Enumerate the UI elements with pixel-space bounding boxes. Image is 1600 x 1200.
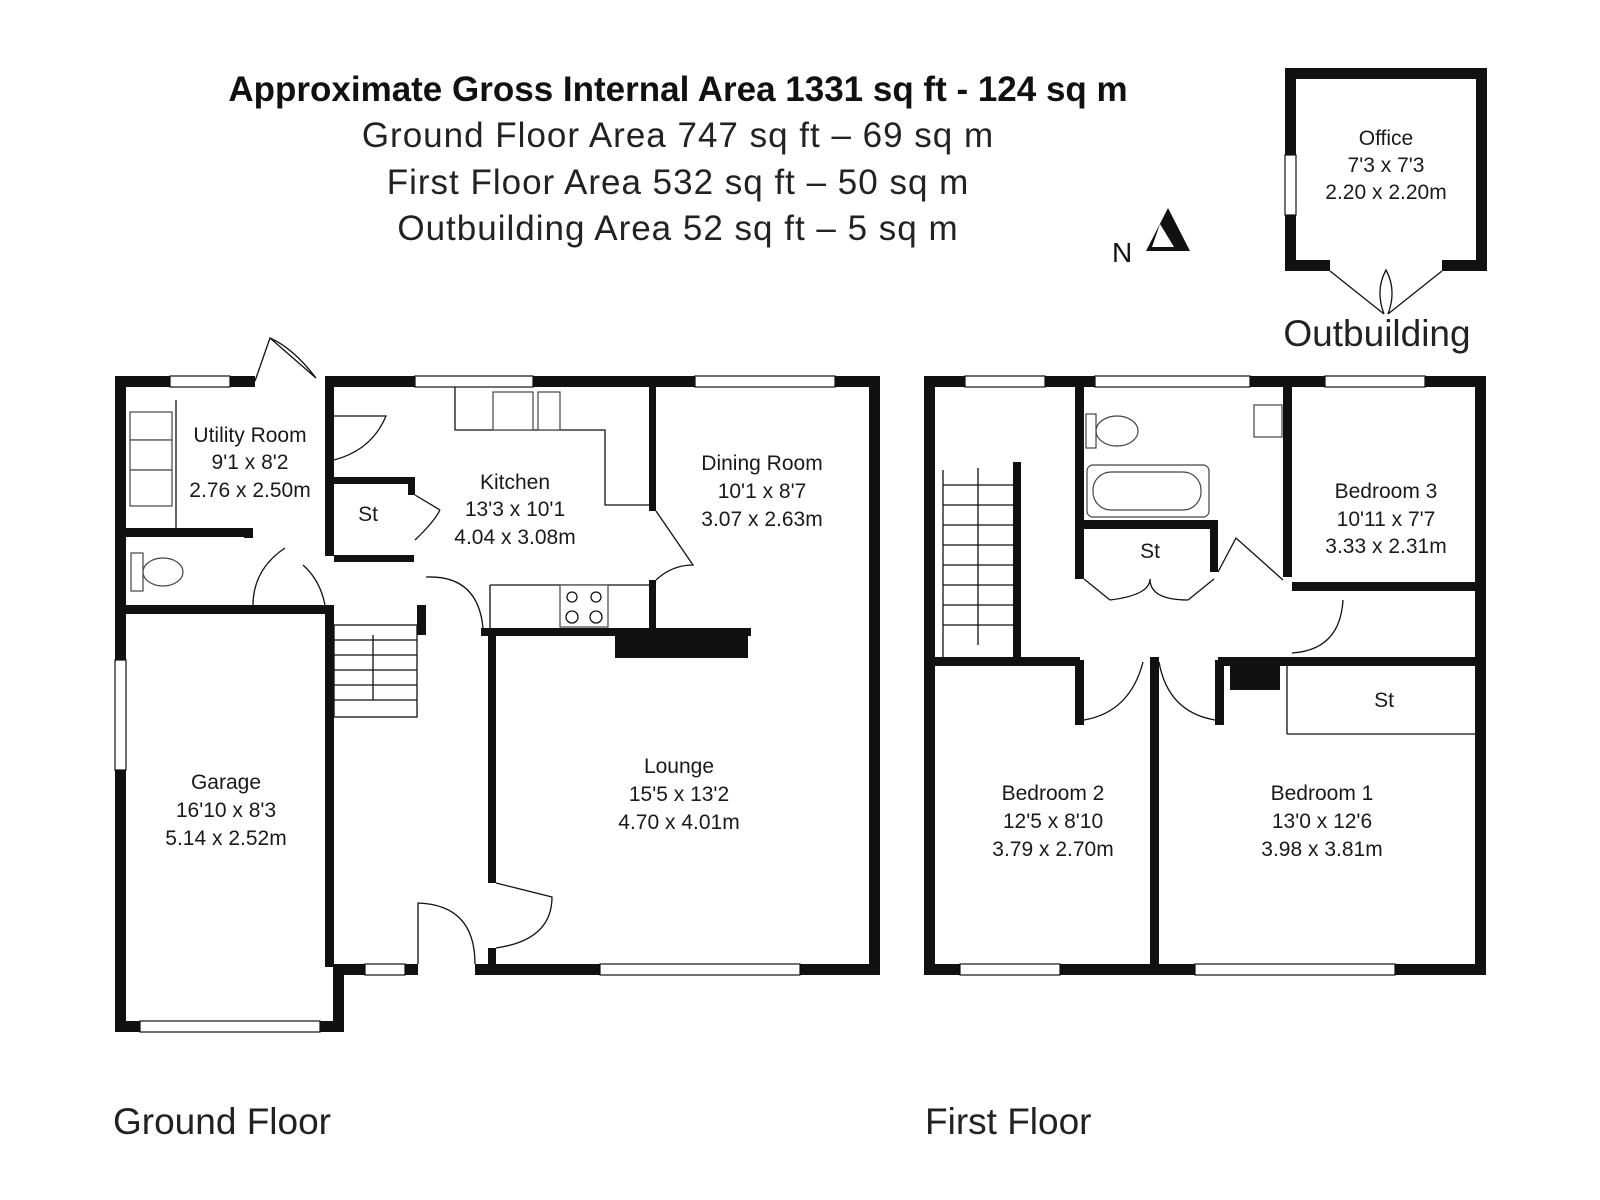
sink-icon xyxy=(538,392,560,430)
ground-store-label: St xyxy=(358,503,378,526)
bedroom1-store-label: St xyxy=(1374,689,1394,712)
wall-garage-north xyxy=(126,605,325,614)
wall-bed1-bed2 xyxy=(1150,657,1159,967)
lounge-door xyxy=(496,883,552,948)
toilet-cistern xyxy=(1086,414,1096,448)
basin-icon xyxy=(1254,405,1282,437)
wall-garage-hall xyxy=(325,605,334,967)
wall-bed3-south xyxy=(1292,582,1477,591)
first-floor-title: First Floor xyxy=(925,1101,1092,1142)
utility-name: Utility Room xyxy=(193,424,307,447)
office-metric: 2.20 x 2.20m xyxy=(1325,181,1447,204)
kitchen-imperial: 13'3 x 10'1 xyxy=(464,498,566,521)
window xyxy=(1095,376,1250,387)
garage-metric: 5.14 x 2.52m xyxy=(165,827,287,850)
wall xyxy=(1442,260,1487,271)
ground-floor-plan xyxy=(113,338,880,1142)
outbuilding-plan xyxy=(1283,68,1487,354)
wall xyxy=(1285,68,1487,79)
total-area-title: Approximate Gross Internal Area 1331 sq ft - 124 sq m xyxy=(228,70,1128,109)
staircase xyxy=(943,468,1013,657)
office-imperial: 7'3 x 7'3 xyxy=(1347,154,1425,177)
door xyxy=(1218,538,1283,580)
window xyxy=(1285,155,1296,215)
lounge-metric: 4.70 x 4.01m xyxy=(618,811,740,834)
garage-imperial: 16'10 x 8'3 xyxy=(175,799,277,822)
window xyxy=(415,376,533,387)
sink-icon xyxy=(493,392,533,430)
utility-imperial: 9'1 x 8'2 xyxy=(211,451,289,474)
wall-stairs xyxy=(1013,462,1021,659)
lounge-name: Lounge xyxy=(643,755,715,778)
chimney-breast xyxy=(615,628,748,658)
door xyxy=(303,565,325,605)
wall xyxy=(1075,660,1084,725)
bedroom2-imperial: 12'5 x 8'10 xyxy=(1002,810,1104,833)
wall xyxy=(1285,260,1330,271)
lounge-imperial: 15'5 x 13'2 xyxy=(628,783,730,806)
toilet-cistern xyxy=(131,553,143,591)
toilet-icon xyxy=(143,558,183,586)
window xyxy=(1325,376,1425,387)
wall xyxy=(417,605,426,635)
sink-icon xyxy=(130,440,172,470)
store-double-door xyxy=(1084,579,1214,600)
stairs-outline xyxy=(334,625,417,717)
wall-east xyxy=(1475,376,1486,975)
bath-inner xyxy=(1093,472,1201,510)
landing-store-label: St xyxy=(1140,540,1160,563)
wall-east xyxy=(869,376,880,975)
dining-door xyxy=(656,511,693,580)
dining-imperial: 10'1 x 8'7 xyxy=(717,480,807,503)
garage-door xyxy=(140,1021,320,1032)
wall xyxy=(244,528,253,538)
bedroom3-name: Bedroom 3 xyxy=(1334,480,1438,503)
bedroom1-door xyxy=(1159,662,1215,720)
office-name: Office xyxy=(1358,127,1414,150)
wall-store xyxy=(334,555,414,562)
wall-utility-kitchen xyxy=(325,376,334,556)
kitchen-metric: 4.04 x 3.08m xyxy=(454,526,576,549)
dining-metric: 3.07 x 2.63m xyxy=(701,508,823,531)
window xyxy=(695,376,835,387)
outbuilding-title: Outbuilding xyxy=(1283,313,1471,354)
window xyxy=(115,660,126,770)
utility-metric: 2.76 x 2.50m xyxy=(189,479,311,502)
double-door xyxy=(1330,270,1442,314)
dining-name: Dining Room xyxy=(701,452,823,475)
bedroom1-metric: 3.98 x 3.81m xyxy=(1261,838,1383,861)
ground-floor-area: Ground Floor Area 747 sq ft – 69 sq m xyxy=(361,116,995,155)
first-floor-plan xyxy=(924,376,1486,1142)
staircase xyxy=(334,625,417,717)
toilet-icon xyxy=(1096,416,1138,446)
wall-store xyxy=(408,477,415,495)
first-floor-area: First Floor Area 532 sq ft – 50 sq m xyxy=(386,163,970,202)
sink-icon xyxy=(130,470,172,506)
garage-name: Garage xyxy=(190,771,262,794)
bedroom2-metric: 3.79 x 2.70m xyxy=(992,838,1114,861)
door xyxy=(426,577,483,628)
wall-bathroom-west xyxy=(1075,387,1084,579)
wc-door xyxy=(253,548,285,608)
chimney-breast xyxy=(1230,660,1280,690)
wall-bed2-north xyxy=(935,657,1080,666)
wall-kitchen-dining xyxy=(649,580,656,635)
north-compass xyxy=(1112,208,1190,268)
window xyxy=(170,376,230,387)
wall xyxy=(1476,68,1487,271)
bedroom1-imperial: 13'0 x 12'6 xyxy=(1271,810,1373,833)
bedroom1-name: Bedroom 1 xyxy=(1270,782,1374,805)
bedroom3-metric: 3.33 x 2.31m xyxy=(1325,535,1447,558)
area-summary xyxy=(228,70,1127,248)
wall xyxy=(1215,660,1224,725)
window xyxy=(600,964,800,975)
wall-store xyxy=(334,477,414,484)
wall-hall-lounge xyxy=(488,628,496,883)
front-door xyxy=(418,903,475,964)
window xyxy=(960,964,1060,975)
wall-bathroom-south xyxy=(1084,520,1214,529)
north-label: N xyxy=(1112,237,1133,268)
outbuilding-area: Outbuilding Area 52 sq ft – 5 sq m xyxy=(397,209,959,248)
wall xyxy=(1210,520,1218,572)
back-door xyxy=(255,338,316,381)
window xyxy=(965,376,1045,387)
window xyxy=(365,964,405,975)
wall-kitchen-dining xyxy=(649,387,656,511)
window xyxy=(1195,964,1395,975)
ground-floor-title: Ground Floor xyxy=(113,1101,331,1142)
wall-bathroom-east xyxy=(1283,387,1292,577)
bedroom3-door xyxy=(1292,600,1343,653)
wall xyxy=(488,948,496,968)
kitchen-name: Kitchen xyxy=(479,471,551,494)
drainer-icon xyxy=(130,412,172,440)
door xyxy=(334,416,386,460)
bedroom3-imperial: 10'11 x 7'7 xyxy=(1336,508,1436,531)
bedroom2-door xyxy=(1084,662,1143,720)
wall-west xyxy=(924,376,935,975)
wall-wc-north xyxy=(126,528,246,537)
bedroom2-name: Bedroom 2 xyxy=(1001,782,1105,805)
store-door xyxy=(415,495,440,540)
